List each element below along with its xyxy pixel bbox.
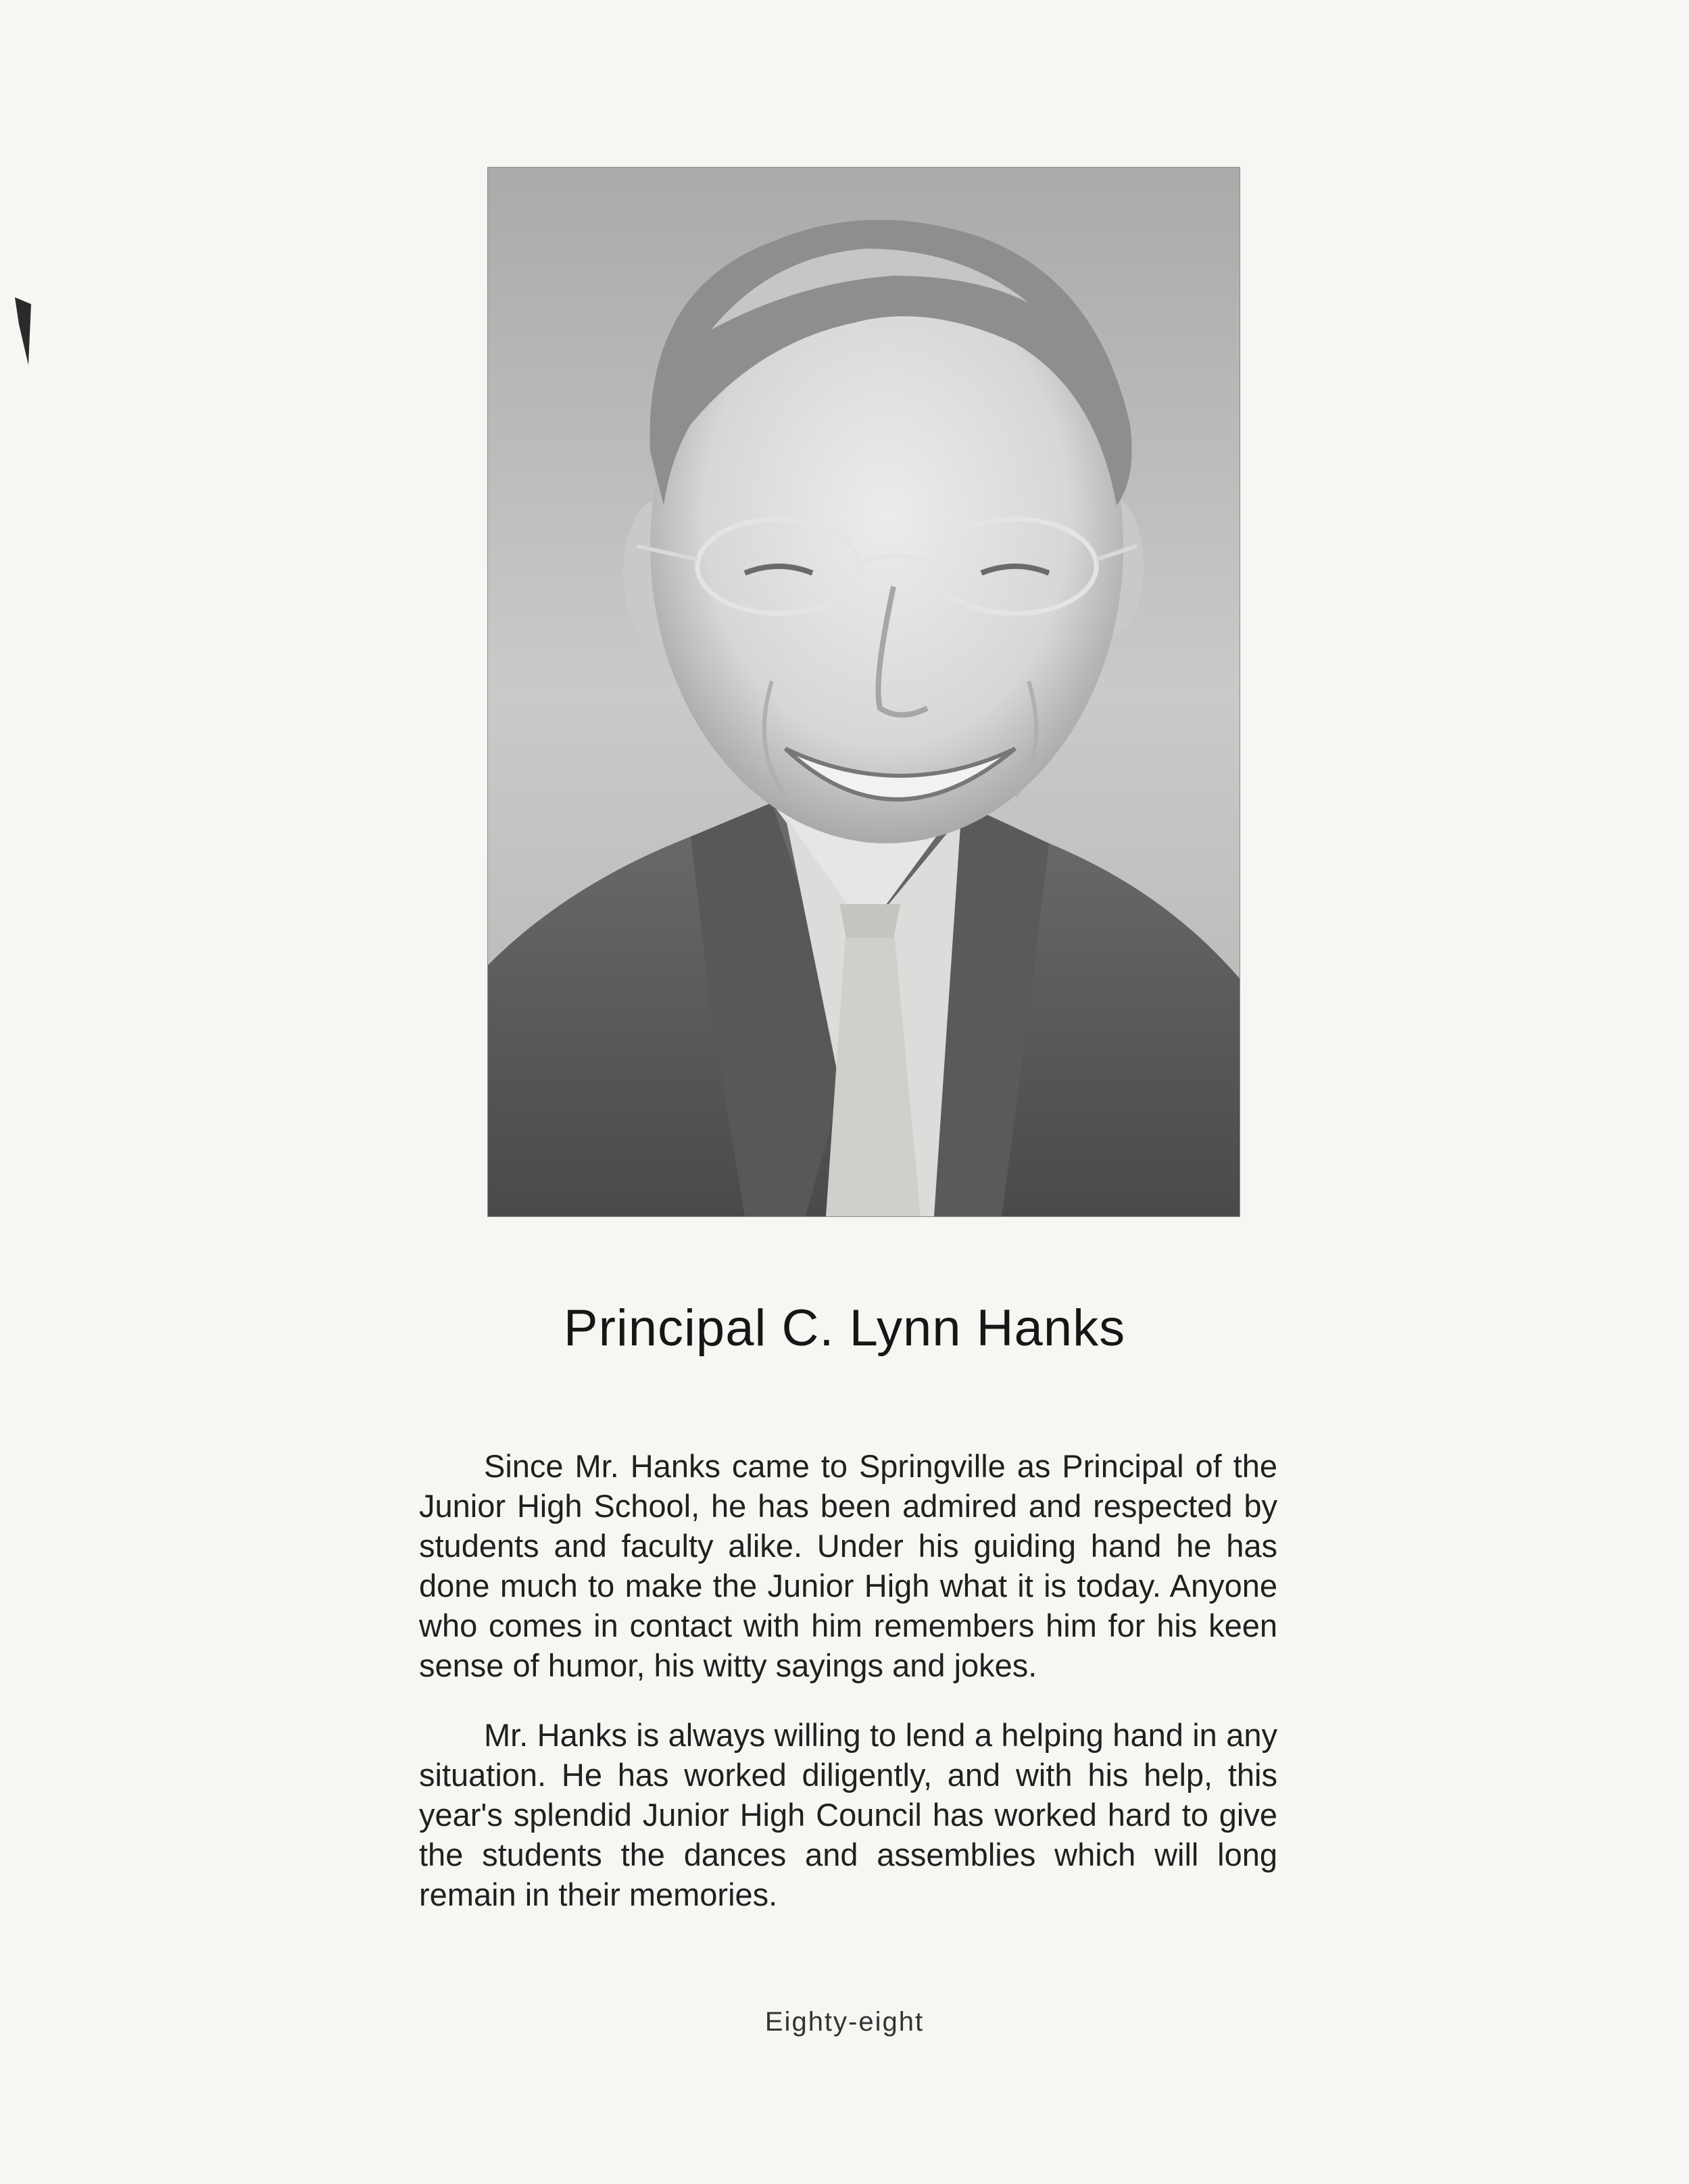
scan-edge-mark: [15, 297, 31, 365]
biography-paragraph: Since Mr. Hanks came to Springville as Principal of the Junior High School, he has been admired and respected by students and faculty alike. Under his guiding hand he has done much to make the Junior High what it is today. Anyone who comes in contact with him remembers him for his keen sense of humor, his witty sayings and jokes.: [419, 1448, 1277, 1683]
biography-paragraph: Mr. Hanks is always willing to lend a helping hand in any situation. He has worked diligently, and with his help, this year's splendid Junior High Council has worked hard to give the students the dances and assemblies which will long remain in their memories.: [419, 1717, 1277, 1912]
portrait-photo-icon: [488, 168, 1240, 1216]
page-number: Eighty-eight: [764, 2007, 925, 2037]
portrait-photo: [488, 168, 1240, 1216]
biography-text: [419, 1446, 1277, 1944]
portrait-caption: Principal C. Lynn Hanks: [563, 1299, 1126, 1357]
